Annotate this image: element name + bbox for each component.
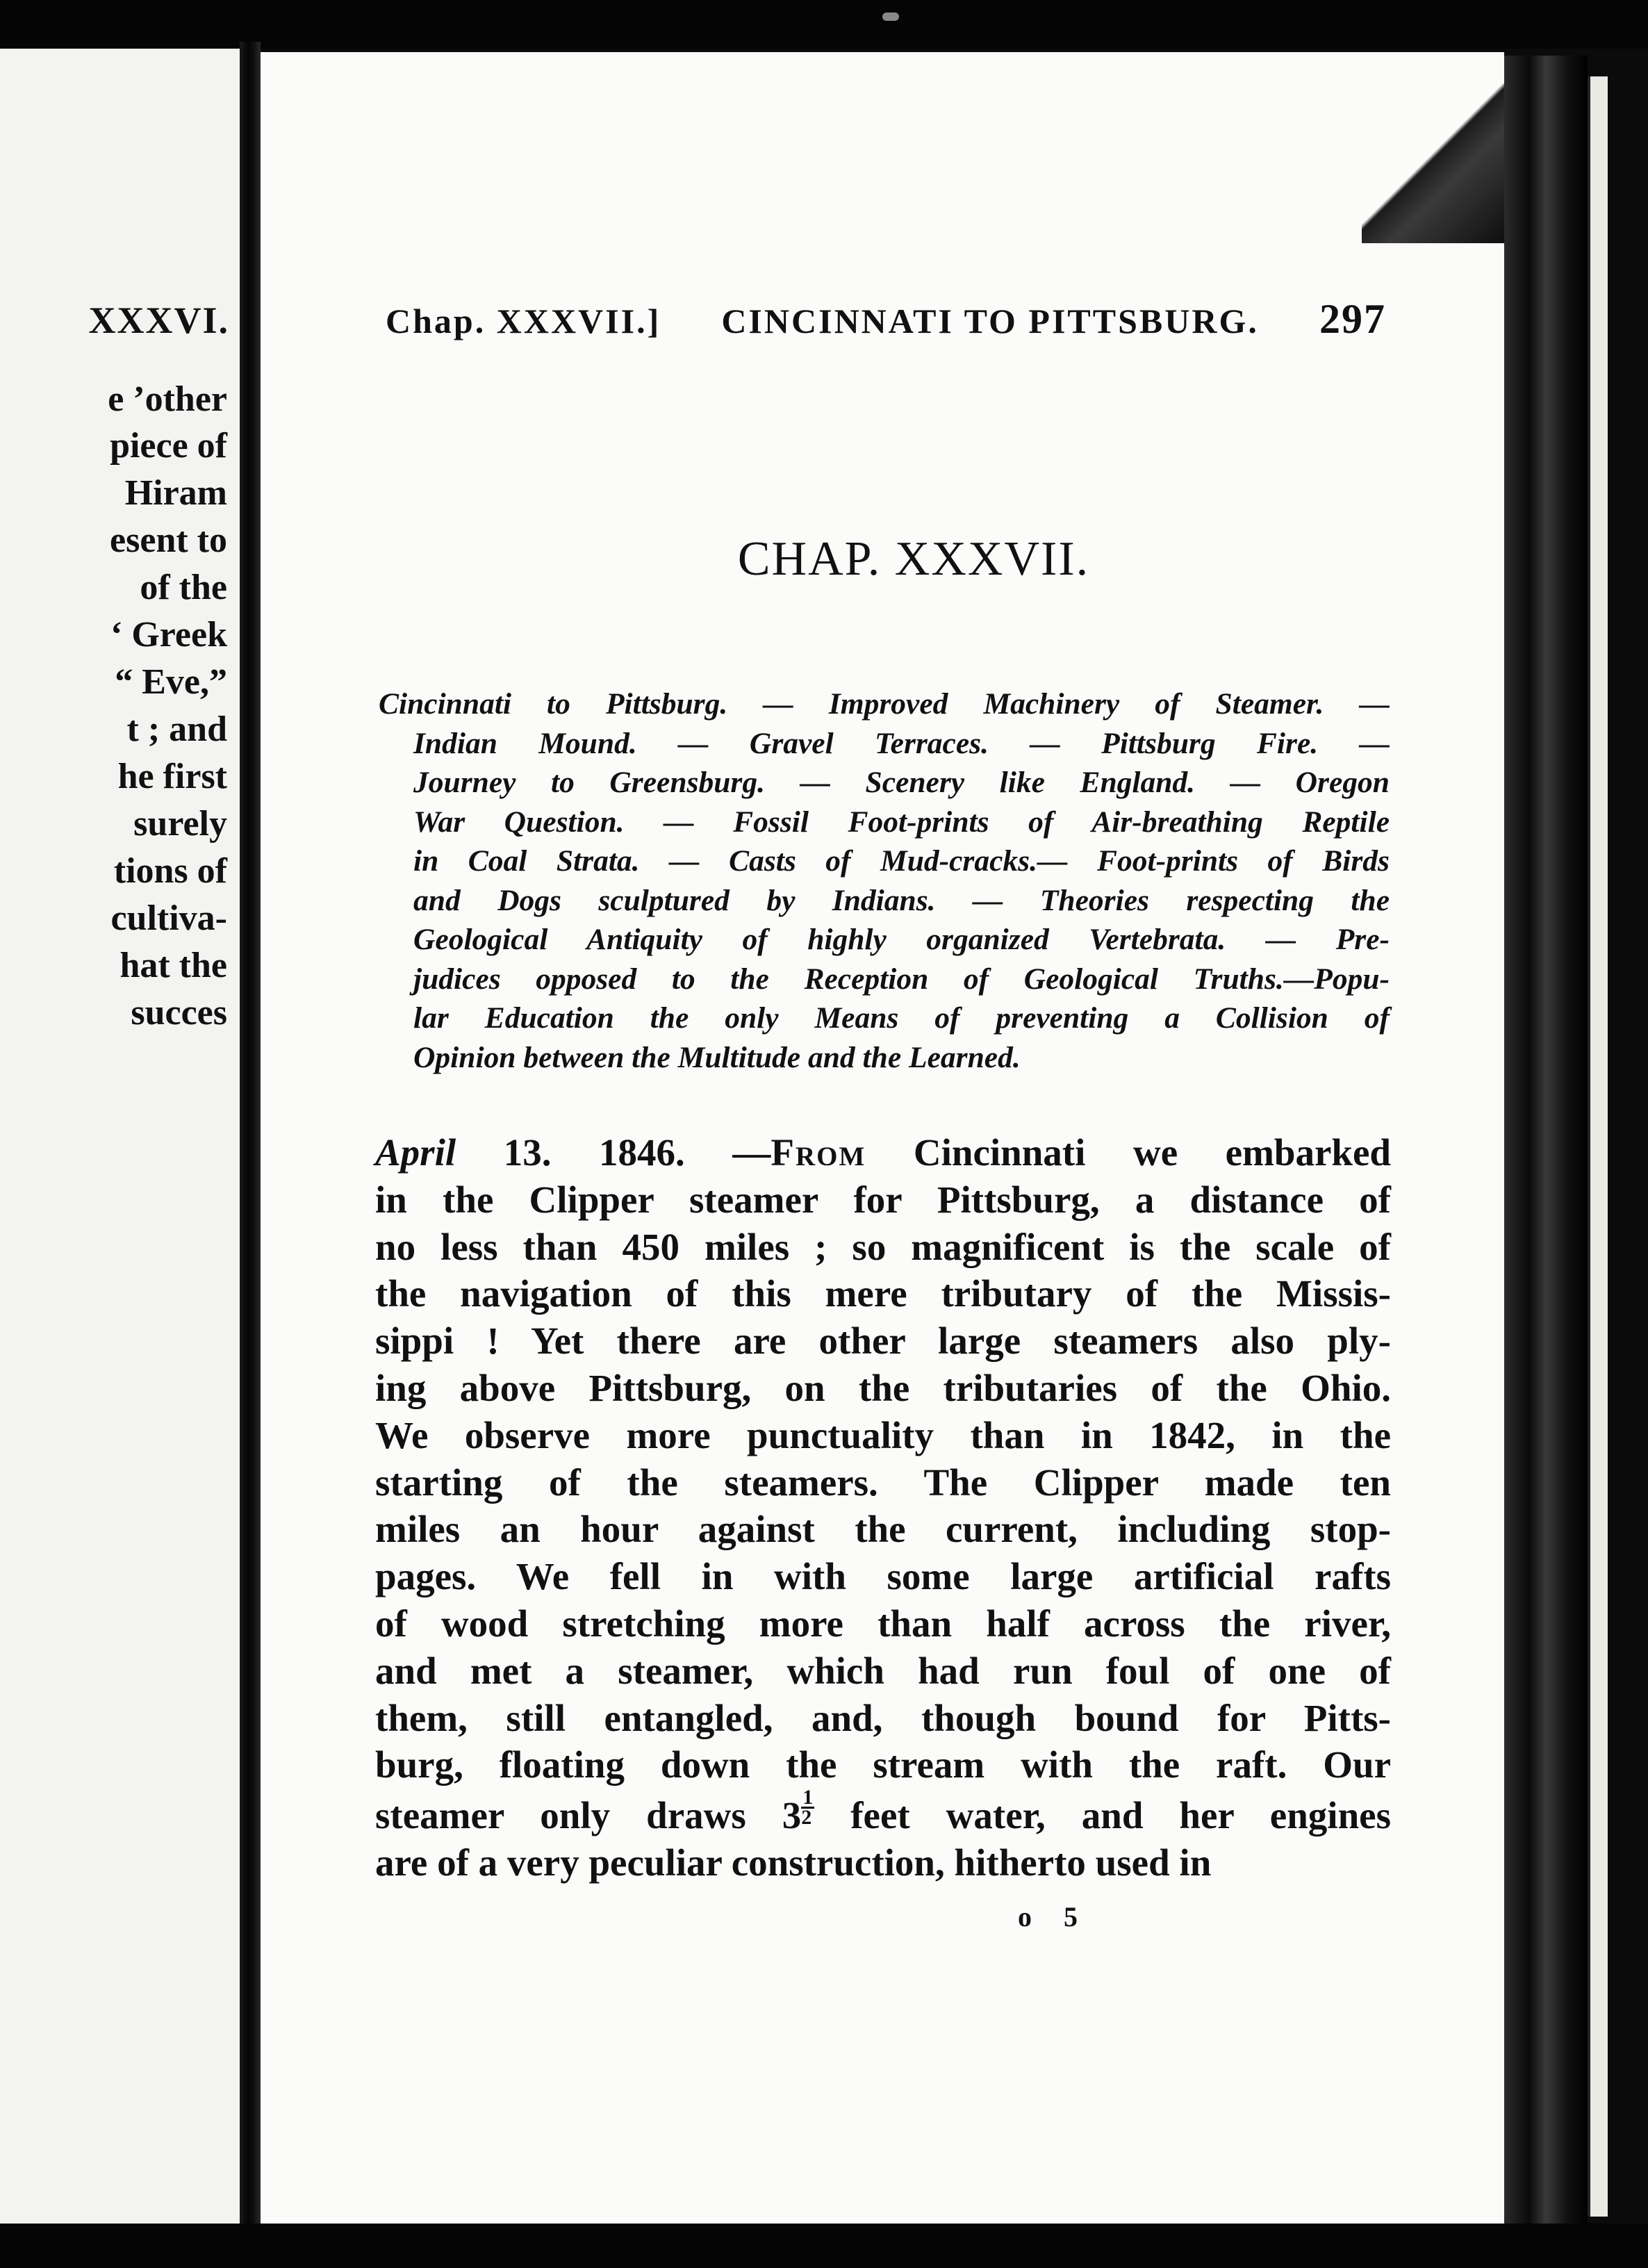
draws-before: steamer only draws 3 [375, 1794, 802, 1837]
body-line: starting of the steamers. The Clipper made ten [375, 1461, 1391, 1504]
summary-line: Journey to Greensburg. — Scenery like England. — Oregon [413, 766, 1390, 799]
draws-after: feet water, and her engines [814, 1794, 1391, 1837]
summary-line: lar Education the only Means of preventing a Collision of [413, 1001, 1390, 1035]
body-line: in the Clipper steamer for Pittsburg, a distance of [375, 1178, 1391, 1221]
left-page-line: “ Eve,” [115, 662, 227, 702]
running-head-chapter: Chap. XXXVII.] [386, 302, 661, 340]
body-line-opening [375, 1129, 1391, 1176]
summary-line: judices opposed to the Reception of Geological Truths.—Popu- [413, 962, 1390, 996]
left-facing-page [0, 49, 240, 2224]
page-number: 297 [1319, 296, 1386, 342]
fraction-denominator: 2 [801, 1806, 812, 1830]
right-page-edge [1504, 56, 1588, 2224]
left-page-line: ‘ Greek [110, 615, 227, 655]
body-line: the navigation of this mere tributary of the Missis- [375, 1272, 1391, 1315]
body-paragraph [375, 1129, 1391, 1887]
left-page-line: hat the [120, 946, 227, 985]
book-page [261, 52, 1504, 2224]
body-line: burg, floating down the stream with the raft. Our [375, 1743, 1391, 1786]
summary-line: Opinion between the Multitude and the Learned. [413, 1040, 1021, 1074]
opening-date: April [375, 1131, 456, 1174]
left-page-line: e ’other [108, 379, 227, 419]
left-page-line: cultiva- [110, 898, 227, 938]
summary-line: in Coal Strata. — Casts of Mud-cracks.— Foot-prints of Birds [413, 844, 1390, 878]
body-line: We observe more punctuality than in 1842, in the [375, 1413, 1391, 1456]
chapter-title: CHAP. XXXVII. [737, 532, 1090, 586]
running-head [386, 295, 1386, 343]
opening-tail: Cincinnati we embarked [866, 1131, 1391, 1174]
chapter-summary [379, 684, 1390, 1077]
left-page-line: surely [133, 804, 227, 844]
summary-line: Indian Mound. — Gravel Terraces. — Pittsburg Fire. — [413, 726, 1390, 760]
body-line: them, still entangled, and, though bound for Pitts- [375, 1696, 1391, 1739]
body-line: no less than 450 miles ; so magnificent is the scale of [375, 1225, 1391, 1268]
body-line: sippi ! Yet there are other large steamers also ply- [375, 1320, 1391, 1363]
body-line: of wood stretching more than half across the river, [375, 1602, 1391, 1645]
body-line: pages. We fell in with some large artificial rafts [375, 1555, 1391, 1598]
scan-bottom-border [0, 2224, 1648, 2268]
fraction-numerator: 1 [802, 1786, 814, 1809]
body-line-fraction [375, 1786, 1391, 1839]
body-line: are of a very peculiar construction, hitherto used in [375, 1841, 1212, 1884]
opening-rest: 13. 1846. — [456, 1131, 771, 1174]
page-corner-fold [1362, 83, 1515, 243]
right-page-edge-strip [1588, 76, 1608, 2217]
fraction-one-half [801, 1786, 814, 1830]
running-head-title: CINCINNATI TO PITTSBURG. [721, 302, 1259, 340]
summary-line: Geological Antiquity of highly organized Vertebrata. — Pre- [413, 923, 1390, 956]
left-page-line: succes [131, 993, 227, 1033]
left-page-line: t ; and [126, 709, 227, 749]
body-line: and met a steamer, which had run foul of one of [375, 1649, 1391, 1692]
left-page-line: he first [117, 757, 227, 796]
signature-mark: o 5 [1018, 1901, 1090, 1932]
body-line: miles an hour against the current, including stop- [375, 1508, 1391, 1551]
opening-smallcaps: From [771, 1131, 866, 1174]
book-gutter [240, 42, 261, 2237]
left-page-line: Hiram [124, 473, 227, 513]
summary-line: Cincinnati to Pittsburg. — Improved Machinery of Steamer. — [379, 687, 1390, 721]
summary-line: War Question. — Fossil Foot-prints of Air-breathing Reptile [413, 805, 1390, 839]
body-line: ing above Pittsburg, on the tributaries of the Ohio. [375, 1366, 1391, 1409]
left-running-head: XXXVI. [88, 299, 229, 341]
left-page-line: esent to [110, 520, 227, 560]
left-page-line: tions of [113, 851, 227, 891]
left-page-line: of the [140, 568, 227, 607]
left-page-line: piece of [110, 426, 227, 466]
scan-smudge [882, 13, 899, 21]
summary-line: and Dogs sculptured by Indians. — Theories respecting the [413, 883, 1390, 917]
